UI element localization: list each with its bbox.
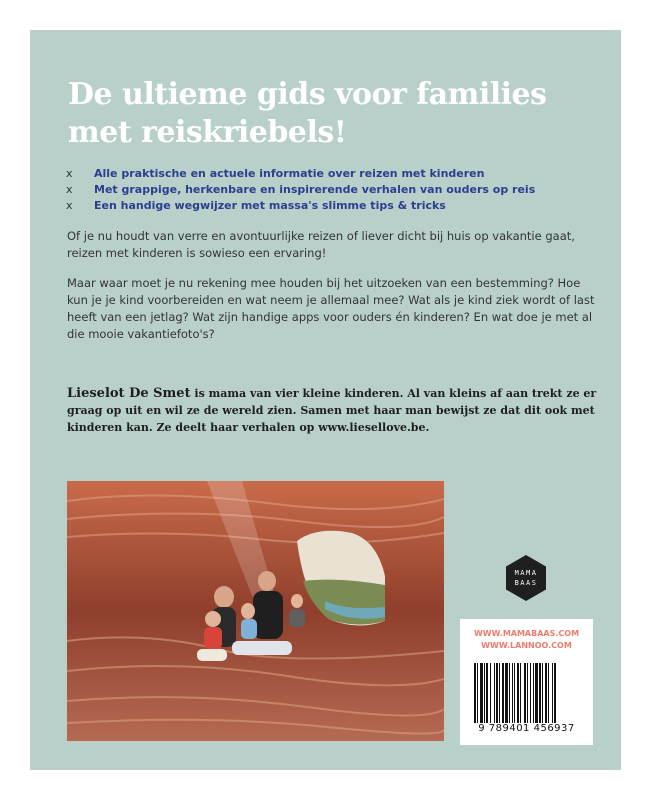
barcode-bar — [527, 663, 528, 723]
family-photo — [67, 481, 444, 741]
barcode-bar — [499, 663, 500, 723]
mamabaas-logo — [505, 554, 547, 602]
barcode-bar — [512, 663, 513, 723]
author-name: Lieselot De Smet — [67, 386, 191, 401]
barcode-bar — [490, 663, 491, 723]
barcode-bar — [480, 663, 483, 723]
barcode-bar — [509, 663, 510, 723]
barcode-bar — [520, 663, 521, 723]
barcode-bar — [533, 663, 534, 723]
barcode-bar — [554, 663, 556, 723]
barcode-bar — [539, 663, 541, 723]
bullet-x: x — [66, 199, 73, 212]
back-cover — [30, 30, 621, 770]
author-bio — [67, 385, 612, 436]
feature-text: Een handige wegwijzer met massa's slimme tips & tricks — [94, 199, 446, 212]
barcode-bar — [496, 663, 498, 723]
barcode-bar — [502, 663, 504, 723]
barcode-bar — [552, 663, 553, 723]
barcode-bar — [514, 663, 515, 723]
url-lannoo: WWW.LANNOO.COM — [481, 641, 572, 650]
barcode-bar — [535, 663, 538, 723]
barcode-panel — [460, 619, 593, 745]
url-mamabaas: WWW.MAMABAAS.COM — [473, 629, 580, 638]
bullet-x: x — [66, 183, 73, 196]
barcode-bar — [545, 663, 547, 723]
barcode-bar — [474, 663, 476, 723]
questions-paragraph: Maar waar moet je nu rekening mee houden bij het uitzoeken van een bestemming? Hoe kun je je kind voorbereiden en wat neem je allemaal mee? Wat als je kind ziek wordt of last heeft van een jetlag? Wat zijn handige apps voor ouders én kinderen? En wat doe je met al die mooie vakantiefoto's? — [67, 276, 595, 341]
cover-title — [68, 76, 588, 152]
barcode-icon — [474, 663, 578, 723]
feature-text: Alle praktische en actuele informatie over reizen met kinderen — [94, 167, 485, 180]
bullet-x: x — [66, 167, 73, 180]
barcode-bar — [548, 663, 549, 723]
barcode-bar — [524, 663, 526, 723]
list-item — [66, 166, 606, 182]
barcode-bar — [517, 663, 519, 723]
barcode-bar — [542, 663, 543, 723]
isbn-number: 9 789401 456937 — [478, 723, 575, 734]
feature-text: Met grappige, herkenbare en inspirerende verhalen van ouders op reis — [94, 183, 536, 196]
logo-text-2: BAAS — [514, 579, 538, 587]
barcode-bar — [530, 663, 531, 723]
mamabaas-hexagon-logo-icon — [505, 554, 547, 602]
barcode-bar — [477, 663, 478, 723]
barcode-bar — [484, 663, 485, 723]
logo-text-1: MAMA — [514, 569, 538, 577]
barcode-bar — [486, 663, 488, 723]
title-line-2: met reiskriebels! — [68, 115, 347, 150]
list-item — [66, 198, 606, 214]
intro-paragraph: Of je nu houdt van verre en avontuurlijke reizen of liever dicht bij huis op vakantie gaat, reizen met kinderen is sowieso een ervaring! — [67, 229, 575, 260]
publisher-urls — [460, 628, 593, 652]
family-photo-illustration — [67, 481, 444, 741]
barcode-bar — [494, 663, 495, 723]
author-bio-text: is mama van vier kleine kinderen. Al van kleins af aan trekt ze er graag op uit en wil ze de wereld zien. Samen met haar man bewijst ze dat dit ook met kinderen kan. Ze deelt haar verhalen op www.liesellove.be. — [67, 387, 597, 434]
list-item — [66, 182, 606, 198]
feature-list — [66, 166, 606, 214]
barcode-bar — [505, 663, 508, 723]
title-line-1: De ultieme gids voor families — [68, 77, 547, 112]
